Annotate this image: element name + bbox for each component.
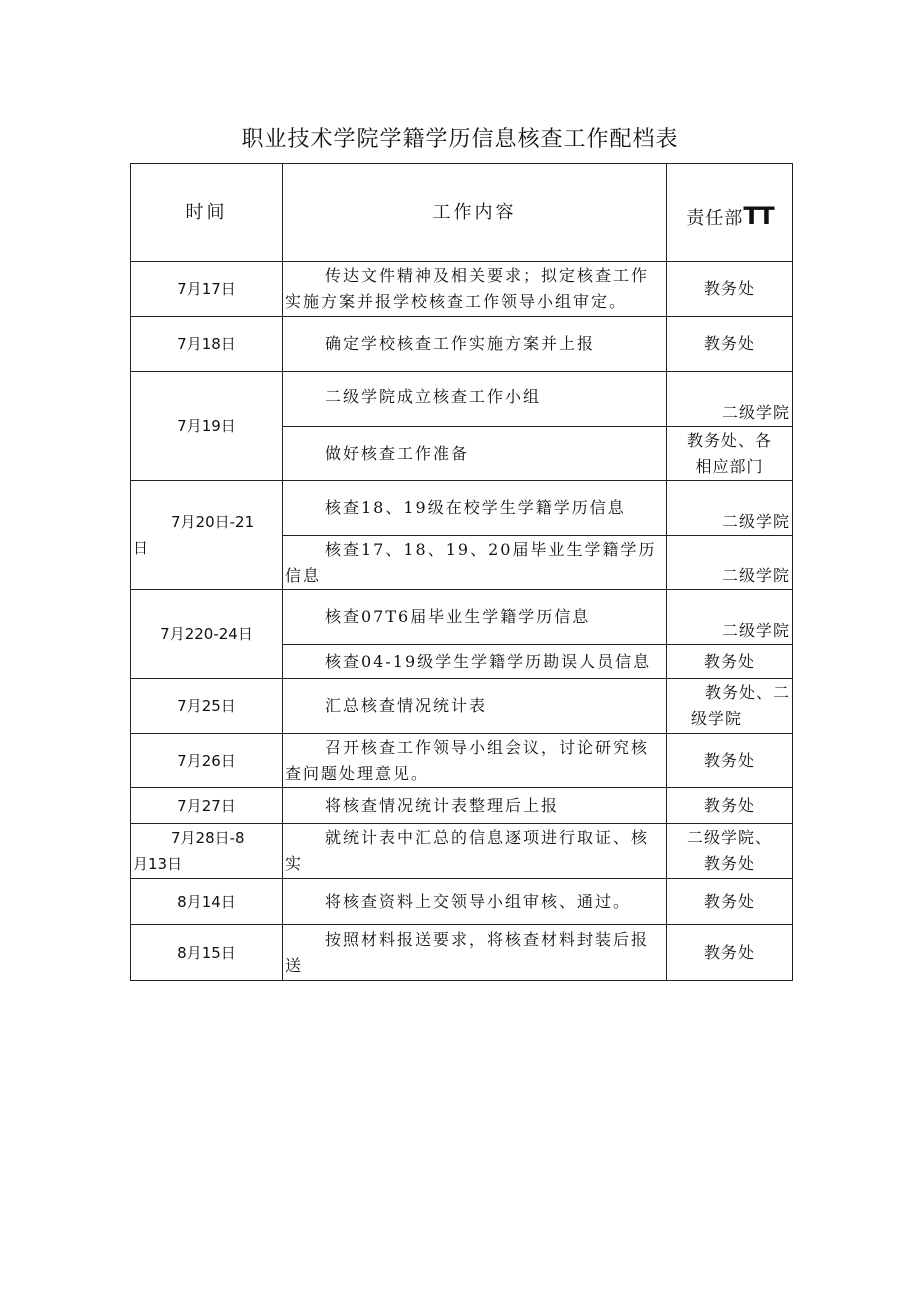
work-cell — [283, 590, 667, 645]
time-cell: 7月19日 — [131, 372, 283, 481]
work-text: 召开核查工作领导小组会议，讨论研究核查问题处理意见。 — [285, 737, 650, 783]
work-text: 做好核查工作准备 — [325, 443, 470, 463]
dept-line: 教务处 — [703, 854, 755, 873]
table-row — [131, 317, 793, 372]
work-cell — [283, 734, 667, 788]
header-time: 时间 — [131, 164, 283, 262]
work-cell — [283, 536, 667, 590]
time-cell: 8月15日 — [131, 925, 283, 981]
table-row — [131, 590, 793, 645]
dept-cell — [667, 679, 793, 734]
table-row — [131, 372, 793, 427]
time-cell: 7月26日 — [131, 734, 283, 788]
work-cell — [283, 262, 667, 317]
table-row — [131, 824, 793, 879]
work-cell — [283, 925, 667, 981]
table-header-row — [131, 164, 793, 262]
work-cell — [283, 679, 667, 734]
header-dept-text: 责任部 — [686, 208, 744, 229]
dept-cell: 教务处 — [667, 788, 793, 824]
table-row — [131, 262, 793, 317]
document-title: 职业技术学院学籍学历信息核查工作配档表 — [241, 127, 679, 152]
work-text: 核查04-19级学生学籍学历勘误人员信息 — [325, 651, 652, 671]
work-text: 将核查资料上交领导小组审核、通过。 — [325, 891, 632, 911]
dept-line: 二级学院、 — [686, 828, 772, 847]
work-text: 核查18、19级在校学生学籍学历信息 — [325, 498, 626, 517]
dept-cell: 二级学院 — [667, 481, 793, 536]
work-cell — [283, 481, 667, 536]
time-cell — [131, 481, 283, 590]
header-dept — [667, 164, 793, 262]
dept-line: 级学院 — [691, 709, 743, 728]
work-cell — [283, 645, 667, 679]
table-row — [131, 925, 793, 981]
dept-cell: 二级学院 — [667, 372, 793, 427]
header-dept-tail: TT — [743, 202, 773, 230]
time-cell: 7月17日 — [131, 262, 283, 317]
dept-cell: 教务处 — [667, 317, 793, 372]
time-cell: 7月220-24日 — [131, 590, 283, 679]
time-cell: 8月14日 — [131, 879, 283, 925]
dept-cell: 教务处 — [667, 879, 793, 925]
table-row — [131, 734, 793, 788]
work-text: 传达文件精神及相关要求；拟定核查工作实施方案并报学校核查工作领导小组审定。 — [285, 266, 650, 311]
time-cell: 7月25日 — [131, 679, 283, 734]
dept-cell — [667, 824, 793, 879]
header-work: 工作内容 — [283, 164, 667, 262]
dept-cell — [667, 427, 793, 481]
dept-cell: 二级学院 — [667, 590, 793, 645]
work-text: 将核查情况统计表整理后上报 — [325, 795, 560, 815]
work-cell — [283, 427, 667, 481]
work-text: 确定学校核查工作实施方案并上报 — [325, 334, 596, 353]
dept-line: 教务处、二 — [704, 683, 790, 702]
dept-cell: 教务处 — [667, 262, 793, 317]
work-text: 就统计表中汇总的信息逐项进行取证、核实 — [285, 828, 650, 873]
work-text: 二级学院成立核查工作小组 — [325, 387, 542, 406]
work-cell — [283, 372, 667, 427]
schedule-table — [130, 163, 793, 981]
work-text: 核查07T6届毕业生学籍学历信息 — [325, 607, 591, 626]
table-row — [131, 879, 793, 925]
work-text: 核查17、18、19、20届毕业生学籍学历信息 — [285, 539, 657, 585]
work-text: 汇总核查情况统计表 — [325, 696, 488, 715]
time-cell: 7月18日 — [131, 317, 283, 372]
dept-cell: 教务处 — [667, 645, 793, 679]
dept-line: 教务处、各 — [686, 430, 772, 450]
work-cell — [283, 788, 667, 824]
time-line: 7月28日-8 — [171, 829, 245, 847]
work-cell — [283, 879, 667, 925]
work-cell — [283, 824, 667, 879]
table-row — [131, 679, 793, 734]
time-cell: 7月27日 — [131, 788, 283, 824]
dept-cell: 教务处 — [667, 925, 793, 981]
table-row — [131, 481, 793, 536]
table-row — [131, 788, 793, 824]
time-line: 日 — [133, 539, 149, 557]
dept-cell: 教务处 — [667, 734, 793, 788]
dept-cell: 二级学院 — [667, 536, 793, 590]
work-cell — [283, 317, 667, 372]
time-cell — [131, 824, 283, 879]
work-text: 按照材料报送要求，将核查材料封装后报送 — [285, 929, 650, 975]
dept-line: 相应部门 — [695, 456, 764, 476]
time-line: 月13日 — [133, 855, 183, 873]
time-line: 7月20日-21 — [171, 513, 255, 531]
